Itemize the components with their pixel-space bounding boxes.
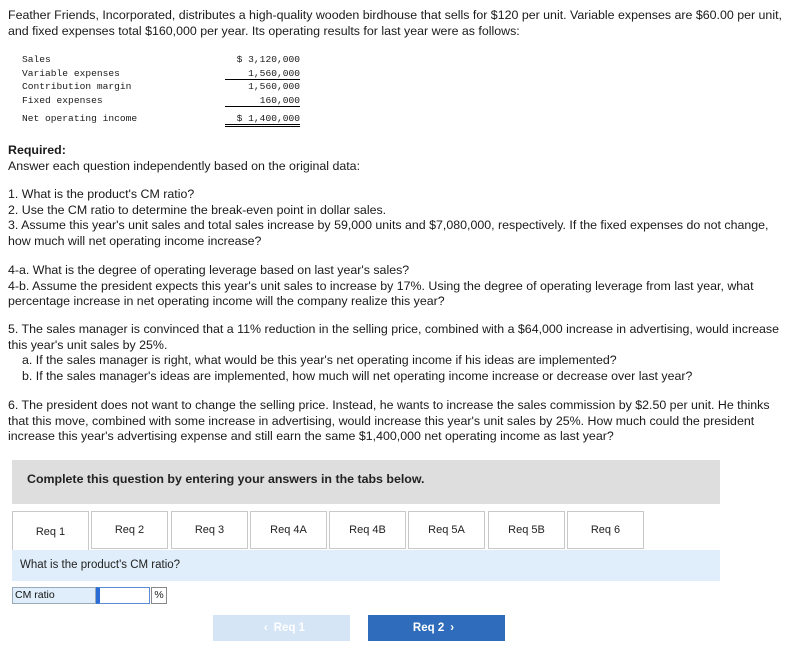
chevron-right-icon: › xyxy=(450,622,455,634)
chevron-left-icon: ‹ xyxy=(263,622,268,634)
questions-1-3 xyxy=(8,187,788,249)
statement-label: Variable expenses xyxy=(22,67,120,79)
tab-req-4b[interactable]: Req 4B xyxy=(329,511,406,549)
instructions-banner xyxy=(12,460,720,504)
tab-panel-header xyxy=(12,550,720,581)
question-6: 6. The president does not want to change the selling price. Instead, he wants to increase the sales commission by $2.50 per unit. He thinks that this move, combined with some increase in advertising, would increase this year's unit sales by 25%. How much could the president increase this year's advertising expense and still earn the same $1,400,000 net operating income as last year? xyxy=(8,398,770,443)
prev-req-label: Req 1 xyxy=(273,622,306,634)
question-5a: a. If the sales manager is right, what would be this year's net operating income if his ideas are implemented? xyxy=(22,353,617,367)
question-4a: 4-a. What is the degree of operating leverage based on last year's sales? xyxy=(8,263,410,277)
tab-req-5a[interactable]: Req 5A xyxy=(408,511,485,549)
tab-req-3[interactable]: Req 3 xyxy=(171,511,248,549)
question-4b: 4-b. Assume the president expects this year's unit sales to increase by 17%. Using the degree of operating leverage from last year, what percentage increase in net operating income will the company realize this year? xyxy=(8,278,754,308)
required-subtitle: Answer each question independently based on the original data: xyxy=(8,158,361,173)
statement-value: 1,560,000 xyxy=(248,81,300,93)
statement-label: Net operating income xyxy=(22,112,138,124)
prev-req-button[interactable] xyxy=(213,615,350,641)
tab-req-4a[interactable]: Req 4A xyxy=(250,511,327,549)
banner-text: Complete this question by entering your answers in the tabs below. xyxy=(27,472,425,486)
question-5b: b. If the sales manager's ideas are implemented, how much will net operating income increase or decrease over last year? xyxy=(22,368,693,383)
tab-req-6[interactable]: Req 6 xyxy=(567,511,644,549)
tab-req-2[interactable]: Req 2 xyxy=(91,511,168,549)
required-title: Required: xyxy=(8,143,66,157)
tab-req-5b[interactable]: Req 5B xyxy=(488,511,565,549)
next-req-label: Req 2 xyxy=(412,622,445,634)
question-5: 5. The sales manager is convinced that a 11% reduction in the selling price, combined with a $64,000 increase in advertising, would increase this year's unit sales by 25%. xyxy=(8,322,779,352)
statement-label: Fixed expenses xyxy=(22,95,103,107)
next-req-button[interactable] xyxy=(368,615,505,641)
cm-ratio-label: CM ratio xyxy=(12,587,96,604)
statement-value: $ 3,120,000 xyxy=(236,54,300,65)
statement-value: 160,000 xyxy=(225,95,300,107)
required-section xyxy=(8,143,788,174)
req-tabs xyxy=(12,511,720,551)
tab-req-1[interactable]: Req 1 xyxy=(12,511,89,551)
questions-4 xyxy=(8,263,788,310)
cm-ratio-input[interactable] xyxy=(96,587,150,604)
problem-intro: Feather Friends, Incorporated, distributes a high-quality wooden birdhouse that sells for $120 per unit. Variable expenses are $60.00 per unit, and fixed expenses total $160,000 per year. Its operating results for last year were as follows: xyxy=(8,8,782,38)
question-2: 2. Use the CM ratio to determine the break-even point in dollar sales. xyxy=(8,202,387,217)
question-6-block xyxy=(8,398,788,445)
question-3: 3. Assume this year's unit sales and total sales increase by 59,000 units and $7,080,000, respectively. If the fixed expenses do not change, how much will net operating income increase? xyxy=(8,218,769,248)
percent-unit: % xyxy=(151,587,167,604)
question-1: 1. What is the product's CM ratio? xyxy=(8,187,195,201)
panel-question: What is the product's CM ratio? xyxy=(20,559,181,571)
statement-value: 1,560,000 xyxy=(225,68,300,80)
statement-label: Sales xyxy=(22,54,51,65)
statement-label: Contribution margin xyxy=(22,81,132,93)
statement-value: $ 1,400,000 xyxy=(225,113,300,127)
questions-5 xyxy=(8,322,788,384)
